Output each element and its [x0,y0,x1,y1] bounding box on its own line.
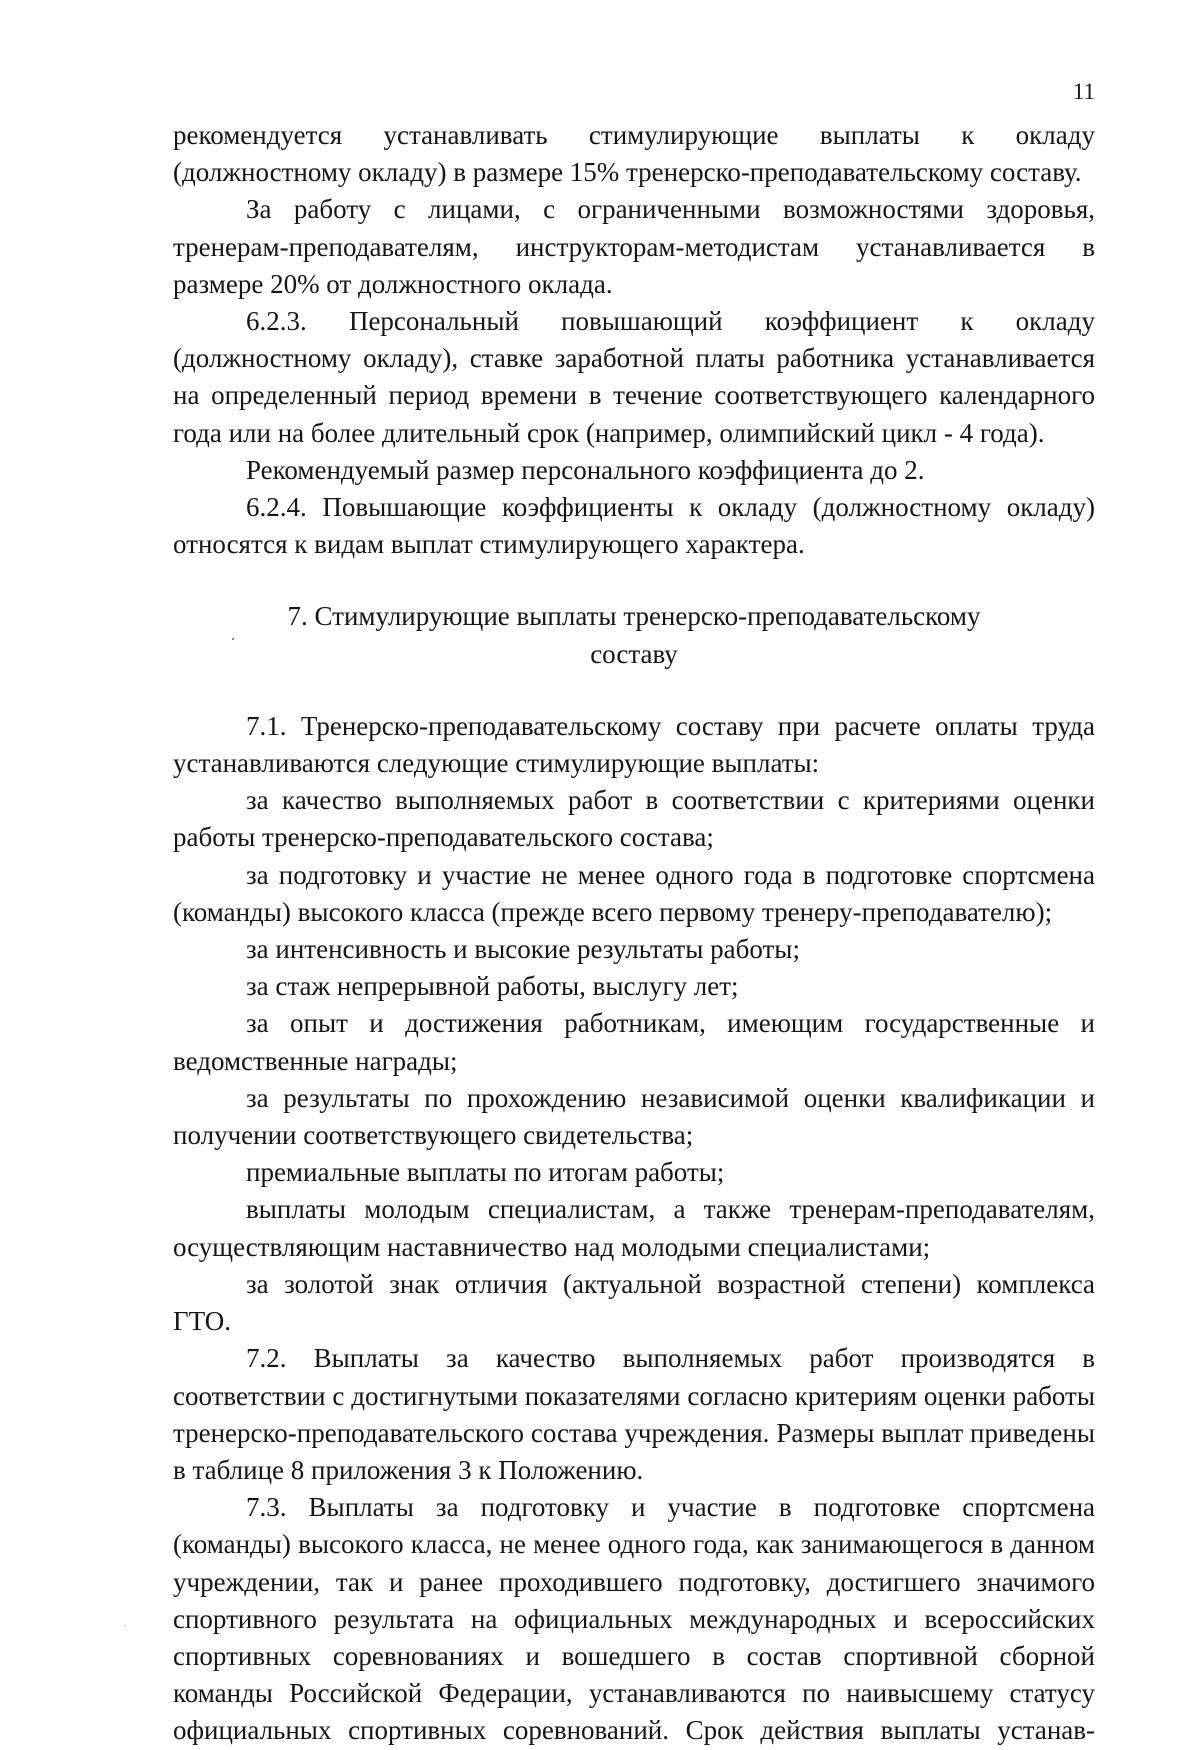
section-heading-line: составу [590,638,678,669]
document-body [173,117,1095,1750]
paragraph: 7.1. Тренерско-преподавательскому составу при расчете оплаты труда устанавливаются следующие стимулирующие выплаты: [173,710,1095,779]
paragraph: 6.2.3. Персональный повышающий коэффициент к окладу (должностному окладу), ставке заработной платы работника устанавливается на определенный период времени в течение соответствующего календарного года или на более длительный срок (например, олимпийский цикл - 4 года). [173,306,1095,448]
list-item: за опыт и достижения работникам, имеющим государственные и ведомственные награды; [173,1008,1095,1076]
paragraph: За работу с лицами, с ограниченными возможностями здоровья, тренерам-преподавателям, инструкторам-методистам устанавливается в размере 20% от должностного оклада. [173,194,1095,299]
scan-mark [124,1625,126,1626]
paragraph: Рекомендуемый размер персонального коэффициента до 2. [246,454,925,485]
page-number: 11 [1072,79,1095,104]
section-heading [173,598,1095,672]
paragraph: 6.2.4. Повышающие коэффициенты к окладу (должностному окладу) относятся к видам выплат стимулирующего характера. [173,492,1095,560]
paragraph: 7.2. Выплаты за качество выполняемых работ производятся в соответствии с достигнутыми показателями согласно критериям оценки работы тренерско-преподавательского состава учреждения. Размеры выплат приведены в таблице 8 приложения 3 к Положению. [173,1343,1095,1485]
list-item: за качество выполняемых работ в соответствии с критериями оценки работы тренерско-преподавательского состава; [173,785,1095,853]
paragraph: рекомендуется устанавливать стимулирующие выплаты к окладу (должностному окладу) в размере 15% тренерско-преподавательскому составу. [173,120,1095,188]
section-heading-line: 7. Стимулирующие выплаты тренерско-преподавательскому [287,601,981,632]
list-item: за золотой знак отличия (актуальной возрастной степени) комплекса ГТО. [173,1268,1095,1337]
list-item: за подготовку и участие не менее одного года в подготовке спортсмена (команды) высокого класса (прежде всего первому тренеру-преподавателю); [173,859,1095,927]
list-item: за интенсивность и высокие результаты работы; [246,934,800,965]
list-item: за стаж непрерывной работы, выслугу лет; [246,971,739,1002]
list-item: премиальные выплаты по итогам работы; [246,1157,725,1188]
list-item: выплаты молодым специалистам, а также тренерам-преподавателям, осуществляющим наставничество над молодыми специалистами; [173,1194,1095,1262]
paragraph: 7.3. Выплаты за подготовку и участие в подготовке спортсмена (команды) высокого класса, не менее одного года, как занимающегося в данном учреждении, так и ранее проходившего подготовку, достигшего значимого спортивного результата на официальных международных и всероссийских спортивных соревнованиях и вошедшего в состав спортивной сборной команды Российской Федерации, устанавливаются по наивысшему статусу официальных спортивных соревнований. Срок действия выплаты устанав- [173,1492,1095,1746]
list-item: за результаты по прохождению независимой оценки квалификации и получении соответствующего свидетельства; [173,1082,1095,1151]
